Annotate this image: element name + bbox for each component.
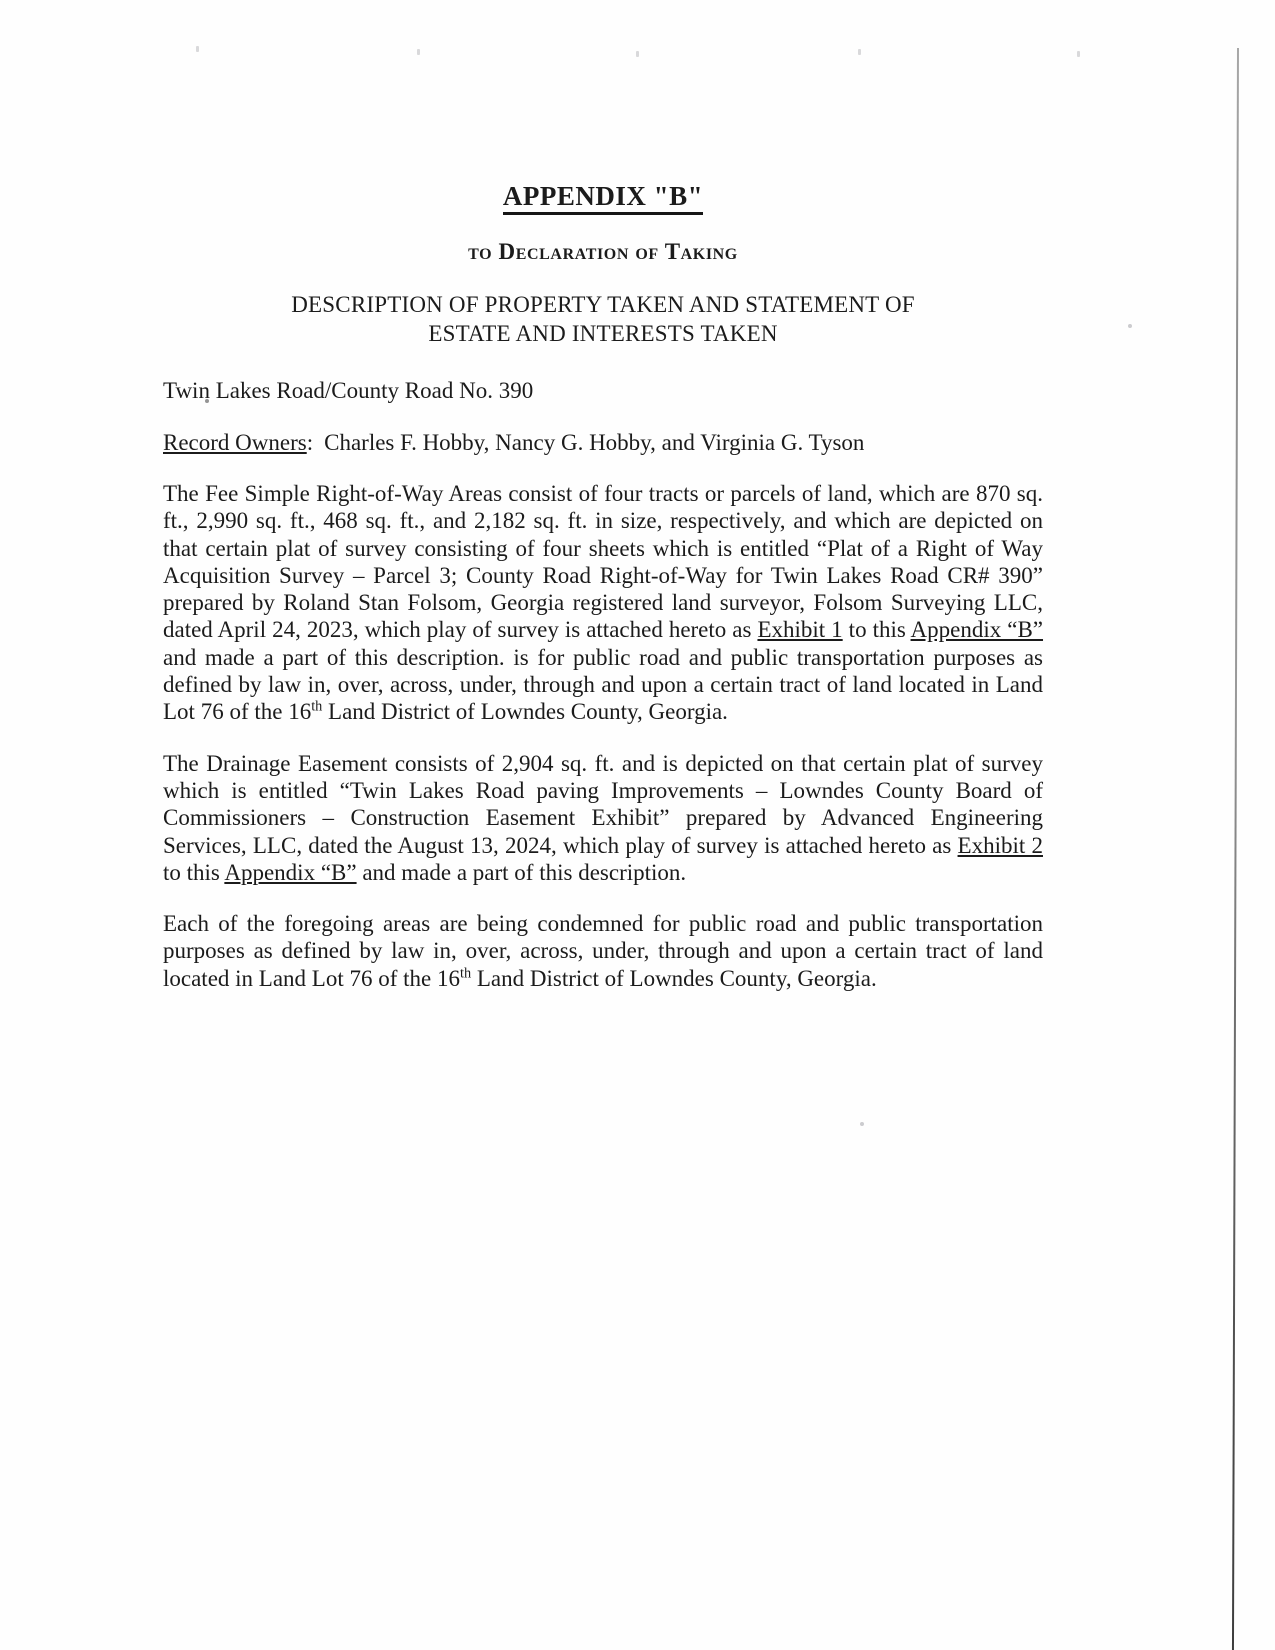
description-heading: [163, 290, 1043, 348]
scan-artifact-speck: [1077, 51, 1080, 57]
paragraph-text: Each of the foregoing areas are being condemned for public road and public transportation purposes as defined by law in, over, across, under, through and upon a certain tract of land located in Land Lot 76 of the 16: [163, 911, 1043, 991]
record-owners-line: [163, 430, 1043, 456]
appendix-title: [163, 181, 1043, 212]
paragraph-text: to this: [842, 617, 911, 643]
underlined-reference: Appendix “B”: [910, 617, 1044, 643]
appendix-title-text: APPENDIX "B": [503, 181, 703, 215]
description-heading-line2: ESTATE AND INTERESTS TAKEN: [428, 321, 778, 346]
ordinal-superscript: th: [311, 698, 323, 715]
paragraph-text: Land District of Lowndes County, Georgia.: [322, 699, 728, 725]
underlined-reference: Exhibit 1: [757, 617, 843, 643]
scan-artifact-dot: [1128, 324, 1132, 328]
scan-line-artifact: [1232, 48, 1239, 1650]
paragraph-text: and made a part of this description.: [356, 859, 687, 885]
road-identifier-line: Twin Lakes Road/County Road No. 390: [163, 378, 534, 403]
scan-artifact-dot: [860, 1122, 864, 1126]
body-paragraph-condemnation: [163, 910, 1043, 992]
record-owners-value: Charles F. Hobby, Nancy G. Hobby, and Virginia G. Tyson: [324, 430, 865, 455]
record-owners-label: Record Owners: [163, 430, 307, 455]
paragraph-text: Land District of Lowndes County, Georgia.: [471, 965, 877, 991]
underlined-reference: Exhibit 2: [957, 832, 1043, 858]
description-heading-line1: DESCRIPTION OF PROPERTY TAKEN AND STATEMENT OF: [291, 292, 915, 317]
record-owners-separator: :: [306, 430, 314, 455]
declaration-subtitle: to Declaration of Taking: [468, 239, 738, 264]
document-content: [163, 0, 1043, 992]
body-paragraph-drainage-easement: [163, 750, 1043, 886]
paragraph-text: The Fee Simple Right-of-Way Areas consist of four tracts or parcels of land, which are 870 sq. ft., 2,990 sq. ft., 468 sq. ft., and 2,182 sq. ft. in size, respectively, and which are depicted on that certain plat of survey consisting of four sheets which is entitled “Plat of a Right of Way Acquisition Survey – Parcel 3; County Road Right-of-Way for Twin Lakes Road CR# 390” prepared by Roland Stan Folsom, Georgia registered land surveyor, Folsom Surveying LLC, dated April 24, 2023, which play of survey is attached hereto as: [163, 481, 1043, 643]
underlined-reference: Appendix “B”: [224, 859, 357, 885]
paragraph-text: to this: [163, 859, 225, 885]
paragraph-text: and made a part of this description. is for public road and public transportation purposes as defined by law in, over, across, under, through and upon a certain tract of land located in Land Lot 76 of the 16: [163, 644, 1043, 725]
ordinal-superscript: th: [460, 965, 472, 982]
body-paragraph-fee-simple: [163, 480, 1043, 726]
paragraph-text: The Drainage Easement consists of 2,904 sq. ft. and is depicted on that certain plat of survey which is entitled “Twin Lakes Road paving Improvements – Lowndes County Board of Commissioners – Construction Easement Exhibit” prepared by Advanced Engineering Services, LLC, dated the August 13, 2024, which play of survey is attached hereto as: [163, 750, 1043, 858]
